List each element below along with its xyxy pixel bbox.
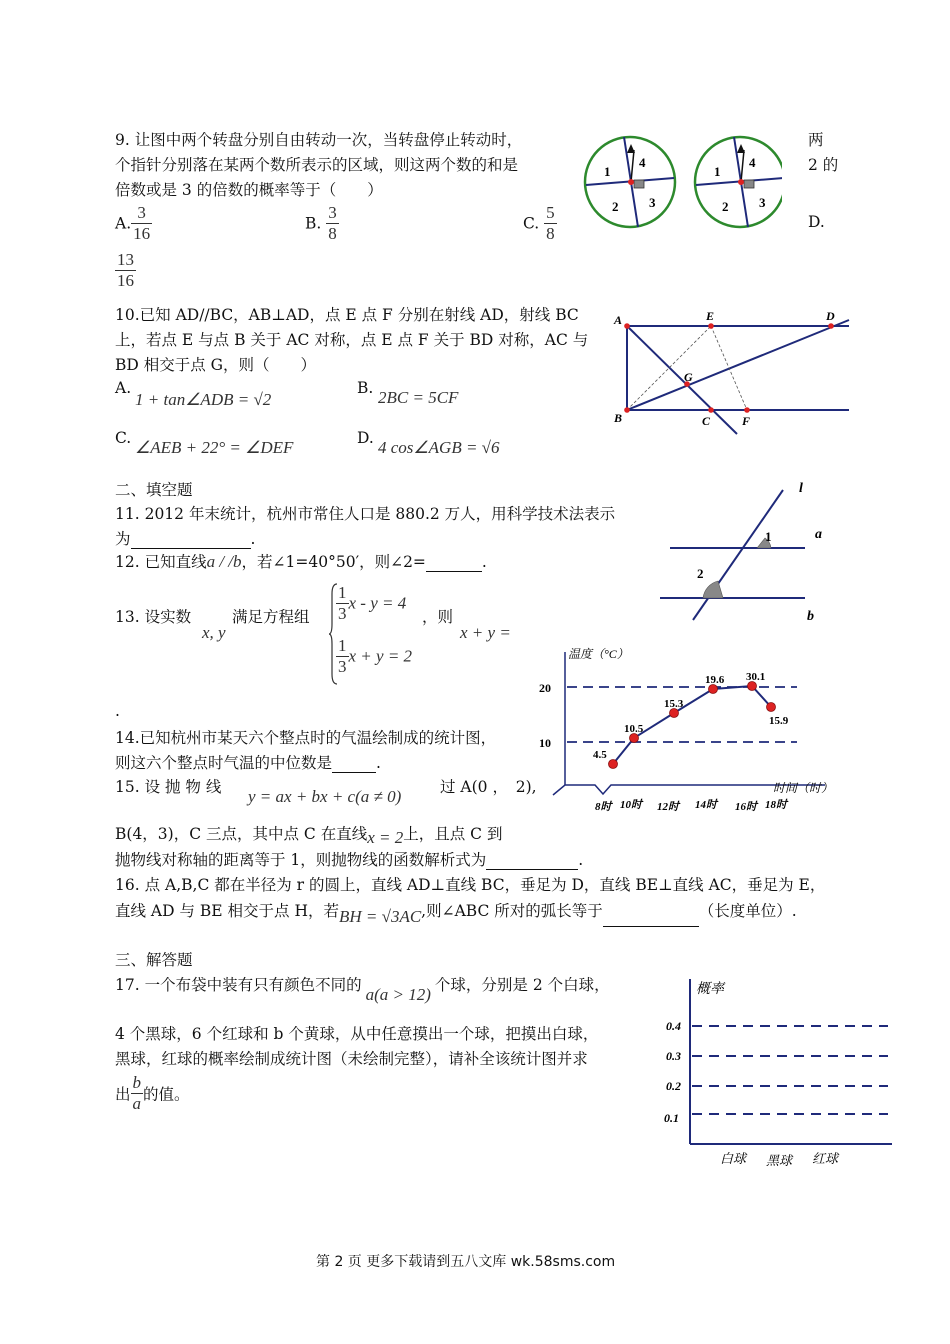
x-tick-18时: 18时 xyxy=(765,799,787,811)
point-label-e: E xyxy=(706,309,715,323)
section-3-title: 三、解答题 xyxy=(115,951,193,969)
q10-option-c-expr: ∠AEB + 22° = ∠DEF xyxy=(135,438,294,457)
q14-period: . xyxy=(376,754,381,772)
q16-suffix: （长度单位）. xyxy=(698,902,797,920)
q13-eq2-fraction xyxy=(336,636,349,677)
q12-line xyxy=(115,550,487,572)
q12-answer-blank[interactable] xyxy=(426,554,482,572)
data-point-18时 xyxy=(767,703,776,712)
q9-line2: 个指针分别落在某两个数所表示的区域，则这两个数的和是 xyxy=(115,156,519,174)
temperature-series xyxy=(593,671,789,769)
q16-answer-blank[interactable] xyxy=(603,909,699,927)
q15-through-points: 过 A(0 ， 2), xyxy=(440,778,537,796)
q17-prefix: 17. 一个布袋中装有只有颜色不同的 xyxy=(115,976,362,994)
category-label-white: 白球 xyxy=(720,1151,747,1166)
spinner-right-label-1: 1 xyxy=(714,164,721,179)
q13-middle: 满足方程组 xyxy=(232,608,310,626)
line-label-b: b xyxy=(807,609,814,624)
q12-period: . xyxy=(481,553,487,571)
spinner-left-label-3: 3 xyxy=(649,195,656,210)
y-axis-label: 概率 xyxy=(696,982,724,997)
q15-prefix: 15. 设 抛 物 线 xyxy=(115,778,222,796)
q12-middle: ，若∠1=40°50′，则∠2= xyxy=(241,553,426,571)
q16-bh-expr: BH = √3AC xyxy=(338,907,422,926)
fraction-denominator: 3 xyxy=(338,604,347,623)
q17-b-over-a xyxy=(131,1073,144,1114)
option-c-label: C. xyxy=(523,214,540,233)
q11-answer-blank[interactable] xyxy=(131,531,251,549)
data-label-10时: 10.5 xyxy=(624,723,644,735)
q9-option-a xyxy=(115,203,152,244)
q10-geometry-figure xyxy=(605,306,855,440)
fraction-denominator: 3 xyxy=(338,657,347,676)
q12-parallel-expr: a / /b xyxy=(206,552,242,571)
q13-after: ，则 xyxy=(422,608,454,626)
probability-bar-chart xyxy=(660,974,900,1174)
y-tick-0.2: 0.2 xyxy=(666,1079,681,1093)
fraction-numerator: 13 xyxy=(117,250,134,269)
q9-option-d-label: D. xyxy=(808,213,825,231)
data-label-14时: 19.6 xyxy=(705,674,725,686)
page-footer: 第 2 页 更多下载请到五八文库 wk.58sms.com xyxy=(316,1254,616,1270)
temperature-line-chart xyxy=(535,640,835,820)
data-label-16时: 30.1 xyxy=(746,671,766,683)
y-axis-label: 温度（°C） xyxy=(568,647,629,661)
q14-question: 则这六个整点时气温的中位数是 xyxy=(115,754,333,772)
q9-option-c xyxy=(523,203,557,244)
q15-line2-suffix: 上，且点 C 到 xyxy=(403,825,503,843)
fraction-numerator: 3 xyxy=(137,203,146,222)
q10-option-c-label: C. xyxy=(115,429,132,447)
point-label-f: F xyxy=(742,414,751,428)
point-label-b: B xyxy=(614,411,623,425)
q10-option-d-label: D. xyxy=(357,429,374,447)
q15-line-x-equals-2: x = 2 xyxy=(367,828,404,847)
q13-eq1-fraction xyxy=(336,583,349,624)
q10-line2: 上，若点 E 与点 B 关于 AC 对称，点 E 点 F 关于 BD 对称，AC 与 xyxy=(115,331,589,349)
spinner-left-label-4: 4 xyxy=(639,155,646,170)
fraction-numerator: 1 xyxy=(338,636,347,655)
q13-period: . xyxy=(115,702,120,720)
q10-line3: BD 相交于点 G，则（ ） xyxy=(115,356,317,374)
option-a-label: A. xyxy=(115,214,132,233)
q17-line4 xyxy=(115,1073,190,1114)
q16-line2 xyxy=(115,899,797,927)
data-label-12时: 15.3 xyxy=(664,698,684,710)
q11-line1: 11. 2012 年末统计，杭州市常住人口是 880.2 万人，用科学技术法表示 xyxy=(115,505,616,523)
q15-question: 抛物线对称轴的距离等于 1，则抛物线的函数解析式为 xyxy=(115,851,487,869)
q9-line3: 倍数或是 3 的倍数的概率等于（ ） xyxy=(115,181,383,199)
y-tick-0.3: 0.3 xyxy=(666,1049,681,1063)
q9-option-a-fraction xyxy=(131,203,152,244)
q11-period: . xyxy=(250,530,256,548)
x-tick-12时: 12时 xyxy=(657,801,679,813)
section-2-title: 二、填空题 xyxy=(115,481,193,499)
q13-equation-1 xyxy=(336,583,406,624)
q9-option-c-fraction xyxy=(544,203,557,244)
q15-answer-blank[interactable] xyxy=(486,852,578,870)
category-label-red: 红球 xyxy=(812,1151,839,1166)
spinner-right-label-3: 3 xyxy=(759,195,766,210)
q14-line2 xyxy=(115,751,381,773)
fraction-numerator: 5 xyxy=(546,203,555,222)
q9-option-d xyxy=(115,250,136,291)
q17-line3: 黑球，红球的概率绘制成统计图（未绘制完整），请补全该统计图并求 xyxy=(115,1050,588,1068)
data-point-8时 xyxy=(609,760,618,769)
q13-eq2-rest: x + y = 2 xyxy=(348,646,413,666)
data-label-8时: 4.5 xyxy=(593,749,607,761)
q13-prefix: 13. 设实数 xyxy=(115,608,192,626)
fraction-numerator: 3 xyxy=(328,203,337,222)
fraction-numerator: b xyxy=(132,1073,142,1092)
spinner-right-label-4: 4 xyxy=(749,155,756,170)
x-tick-labels xyxy=(595,798,789,813)
q15-line2 xyxy=(115,822,502,848)
q13-eq1-rest: x - y = 4 xyxy=(348,593,407,613)
q17-count-expr: a(a > 12) xyxy=(365,985,431,1004)
fraction-denominator: 16 xyxy=(133,224,151,243)
x-tick-16时: 16时 xyxy=(735,801,757,813)
x-tick-8时: 8时 xyxy=(595,801,612,813)
q17-suffix: 个球，分别是 2 个白球， xyxy=(434,976,610,994)
q10-option-b-expr: 2BC = 5CF xyxy=(378,388,459,407)
q13-ask: x + y = xyxy=(460,623,511,642)
x-tick-14时: 14时 xyxy=(695,799,717,811)
q9-line2-tail: 2 的 xyxy=(808,156,839,174)
x-axis-label: 时间（时） xyxy=(773,781,834,795)
q16-line2-prefix: 直线 AD 与 BE 相交于点 H，若 xyxy=(115,902,339,920)
spinner-left-label-1: 1 xyxy=(604,164,611,179)
fraction-numerator: 1 xyxy=(338,583,347,602)
q12-parallel-lines-figure xyxy=(655,478,835,626)
q15-period: . xyxy=(578,851,584,869)
q10-option-b-label: B. xyxy=(357,379,374,397)
q9-option-b-fraction xyxy=(326,203,339,244)
x-tick-10时: 10时 xyxy=(620,799,642,811)
q16-line1: 16. 点 A,B,C 都在半径为 r 的圆上，直线 AD⊥直线 BC，垂足为 D，直线 BE⊥直线 AC，垂足为 E， xyxy=(115,876,826,894)
q10-line1: 10.已知 AD//BC，AB⊥AD，点 E 点 F 分别在射线 AD，射线 BC xyxy=(115,306,579,324)
q17-line4-prefix: 出 xyxy=(115,1085,131,1104)
q13-equation-2 xyxy=(336,636,412,677)
q13-variables: x, y xyxy=(202,623,226,642)
y-tick-0.1: 0.1 xyxy=(664,1111,679,1125)
y-tick-0.4: 0.4 xyxy=(666,1019,681,1033)
q9-line1: 9. 让图中两个转盘分别自由转动一次，当转盘停止转动时， xyxy=(115,131,523,149)
q10-option-a-label: A. xyxy=(115,379,132,397)
q16-line2-middle: ,则∠ABC 所对的弧长等于 xyxy=(421,902,603,920)
point-label-g: G xyxy=(684,370,693,384)
q9-spinners-figure xyxy=(582,134,782,230)
angle-label-1: 1 xyxy=(765,529,772,544)
option-b-label: B. xyxy=(305,214,322,233)
q17-line2: 4 个黑球，6 个红球和 b 个黄球，从中任意摸出一个球，把摸出白球， xyxy=(115,1025,599,1043)
category-label-black: 黑球 xyxy=(766,1153,793,1168)
q17-line1 xyxy=(115,973,610,1005)
q9-option-b xyxy=(305,203,339,244)
point-label-a: A xyxy=(614,313,623,327)
data-label-18时: 15.9 xyxy=(769,715,789,727)
angle-label-2: 2 xyxy=(697,566,704,581)
q15-parabola-expr: y = ax + bx + c(a ≠ 0) xyxy=(248,787,402,806)
q14-answer-blank[interactable] xyxy=(332,755,376,773)
fraction-denominator: 8 xyxy=(328,224,337,243)
spinner-right xyxy=(695,137,782,227)
q14-line1: 14.已知杭州市某天六个整点时的气温绘制成的统计图， xyxy=(115,729,497,747)
q11-answer-prefix: 为 xyxy=(115,530,131,548)
fraction-denominator: a xyxy=(132,1094,142,1113)
point-label-c: C xyxy=(702,414,711,428)
q15-line2-prefix: B(4，3)，C 三点，其中点 C 在直线 xyxy=(115,825,368,843)
q17-line4-suffix: 的值。 xyxy=(143,1085,190,1104)
fraction-denominator: 16 xyxy=(117,271,134,290)
q10-option-d-expr: 4 cos∠AGB = √6 xyxy=(378,438,500,457)
q11-line2 xyxy=(115,527,255,549)
fraction-denominator: 8 xyxy=(546,224,555,243)
q12-prefix: 12. 已知直线 xyxy=(115,553,207,571)
spinner-left-label-2: 2 xyxy=(612,199,619,214)
q15-line3 xyxy=(115,848,583,870)
spinner-left xyxy=(585,137,675,227)
q9-line1-tail: 两 xyxy=(808,131,824,149)
point-label-d: D xyxy=(826,309,835,323)
line-label-l: l xyxy=(799,481,803,496)
q10-option-a-expr: 1 + tan∠ADB = √2 xyxy=(135,390,272,409)
spinner-right-label-2: 2 xyxy=(722,199,729,214)
line-label-a: a xyxy=(815,527,822,542)
q9-option-d-fraction xyxy=(115,250,136,291)
y-tick-20: 20 xyxy=(539,681,551,695)
y-tick-10: 10 xyxy=(539,736,551,750)
